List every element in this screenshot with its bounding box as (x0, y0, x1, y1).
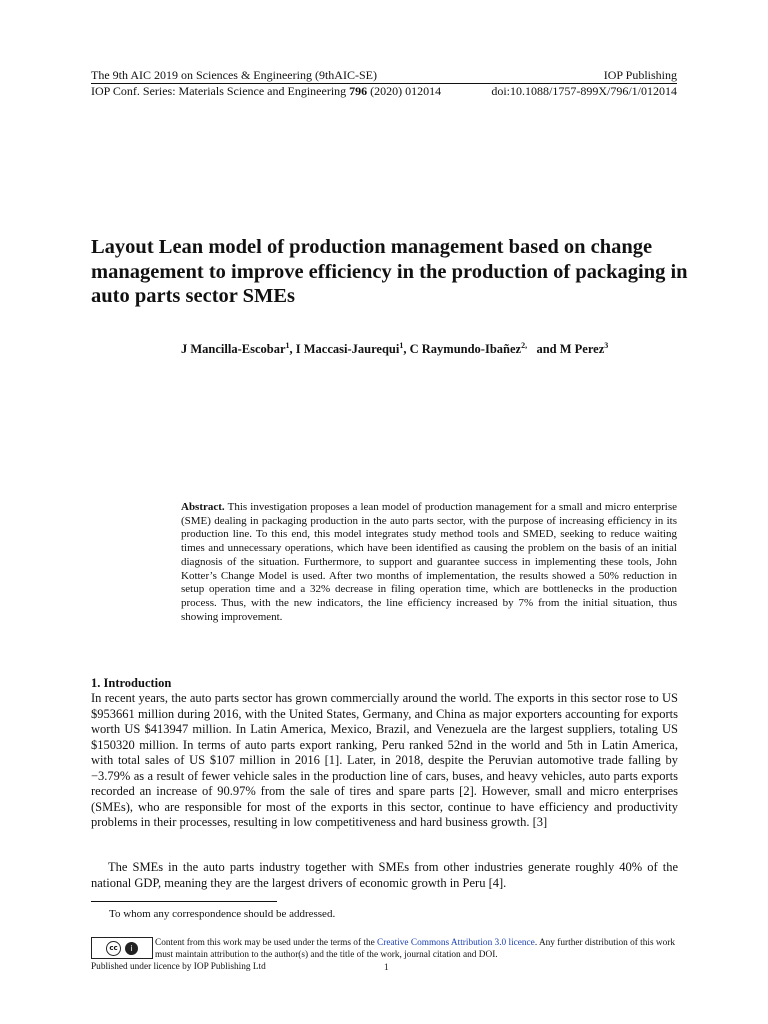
author-affiliation: 2, (521, 341, 528, 350)
license-link[interactable]: Creative Commons Attribution 3.0 licence (377, 938, 535, 948)
volume-number: 796 (349, 84, 368, 98)
author-separator: , (289, 342, 296, 357)
author-affiliation: 3 (604, 341, 609, 350)
author-separator: and (527, 342, 560, 357)
license-notice (155, 937, 677, 961)
author-name: M Perez (559, 342, 605, 357)
abstract (181, 501, 677, 624)
body-paragraph: In recent years, the auto parts sector has grown commercially around the world. The exports in this sector rose to US $953661 million during 2016, with the United States, Germany, and China as major exporters accounting for exports worth US $413947 million. In Latin America, Mexico, Brazil, and Venezuela are the largest suppliers, totaling US $150320 million. In terms of auto parts export ranking, Peru ranked 52nd in the world and 5th in Latin America, with total sales of US $107 million in 2016 [1]. Later, in 2018, despite the Peruvian automotive trade falling by −3.79% as a result of fewer vehicle sales in the production line of cars, buses, and heavy vehicles, auto parts exports recorded an increase of 90.97% from the sale of tires and spare parts [2]. However, small and micro enterprises (SMEs), who are responsible for most of the exports in this sector, continue to have efficiency and productivity problems in their processes, resulting in low competitiveness and hard business growth. [3] (91, 691, 678, 829)
author-name: C Raymundo-Ibañez (409, 342, 522, 357)
publisher-line: Published under licence by IOP Publishing Ltd (91, 962, 266, 972)
license-text-before: Content from this work may be used under the terms of the (155, 938, 378, 948)
page-number: 1 (384, 963, 389, 973)
author-affiliation: 1 (399, 341, 404, 350)
creative-commons-badge (91, 937, 153, 959)
license-text-after: . Any further distribution of this work must maintain attribution to the author(s) and the title of the work, journal citation and DOI. (155, 938, 676, 960)
author-name: J Mancilla-Escobar (181, 342, 286, 357)
attribution-icon: i (125, 942, 138, 955)
series-prefix: IOP Conf. Series: Materials Science and Engineering (91, 84, 350, 98)
doi: doi:10.1088/1757-899X/796/1/012014 (491, 84, 677, 98)
footnote: To whom any correspondence should be addressed. (109, 908, 336, 920)
author-name: I Maccasi-Jaurequi (295, 342, 400, 357)
author-list (181, 341, 608, 357)
footnote-divider (91, 901, 277, 902)
conference-name: The 9th AIC 2019 on Sciences & Engineering (9thAIC-SE) (91, 68, 377, 82)
abstract-text: This investigation proposes a lean model of production management for a small and micro enterprise (SME) dealing in packaging production in the auto parts sector, with the purpose of increasing efficiency in its production line. To this end, this model integrates study method tools and SMED, seeking to reduce waiting times and unnecessary operations, which have been identified as causing the problem on the basis of an initial diagnosis of the situation. Furthermore, to support and guarantee success in implementing these tools, John Kotter’s Change Model is used. After two months of implementation, the results showed a 50% reduction in setup operation time and a 32% decrease in filing operation time, which are bottlenecks in the production process. Thus, with the new indicators, the line efficiency increased by 7% from the initial situation, thus showing improvement. (181, 501, 677, 623)
publisher-name: IOP Publishing (603, 68, 677, 82)
section-heading: 1. Introduction (91, 676, 172, 690)
abstract-label: Abstract. (181, 501, 225, 513)
running-header-line-2 (91, 84, 677, 98)
author-affiliation: 1 (285, 341, 290, 350)
series-suffix: (2020) 012014 (367, 84, 442, 98)
author-separator: , (403, 342, 410, 357)
body-paragraph: The SMEs in the auto parts industry together with SMEs from other industries generate roughly 40% of the national GDP, meaning they are the largest drivers of economic growth in Peru [4]. (91, 860, 678, 890)
running-header-line-1 (91, 68, 677, 82)
cc-icon: cc (106, 941, 121, 956)
paper-title: Layout Lean model of production management based on change management to improve efficiency in the production of packaging in auto parts sector SMEs (91, 236, 688, 307)
